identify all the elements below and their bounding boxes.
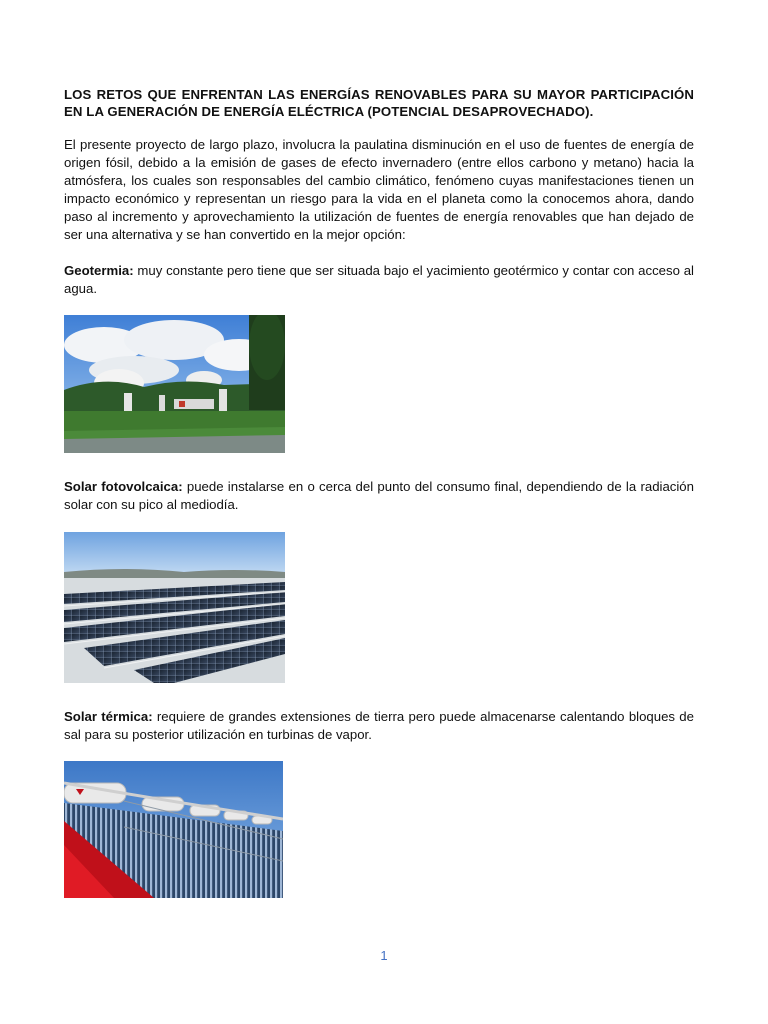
solar-thermal-collectors-photo	[64, 761, 283, 898]
geothermal-plant-photo	[64, 315, 285, 453]
section-text: muy constante pero tiene que ser situada bajo el yacimiento geotérmico y contar con acceso al agua.	[64, 263, 694, 296]
section-termica	[64, 708, 694, 744]
section-geotermia	[64, 262, 694, 298]
section-text: requiere de grandes extensiones de tierra pero puede almacenarse calentando bloques de sal para su posterior utilización en turbinas de vapor.	[64, 709, 694, 742]
solar-panels-photo	[64, 532, 285, 683]
document-page	[64, 86, 694, 898]
section-term: Solar fotovolcaica:	[64, 479, 183, 494]
section-fotovoltaica	[64, 478, 694, 514]
intro-paragraph: El presente proyecto de largo plazo, involucra la paulatina disminución en el uso de fuentes de energía de origen fósil, debido a la emisión de gases de efecto invernadero (entre ellos carbono y metano) hacia la atmósfera, los cuales son responsables del cambio climático, fenómeno cuyas manifestaciones tienen un impacto económico y representan un riesgo para la vida en el planeta como la conocemos ahora, dando paso al incremento y aprovechamiento la utilización de fuentes de energía renovables que han dejado de ser una alternativa y se han convertido en la mejor opción:	[64, 137, 694, 242]
section-text: puede instalarse en o cerca del punto del consumo final, dependiendo de la radiación solar con su pico al mediodía.	[64, 479, 694, 512]
page-number: 1	[380, 948, 388, 963]
section-term: Solar térmica:	[64, 709, 153, 724]
section-term: Geotermia:	[64, 263, 134, 278]
document-title: LOS RETOS QUE ENFRENTAN LAS ENERGÍAS RENOVABLES PARA SU MAYOR PARTICIPACIÓN EN LA GENERACIÓN DE ENERGÍA ELÉCTRICA (POTENCIAL DESAPROVECHADO).	[64, 87, 694, 119]
